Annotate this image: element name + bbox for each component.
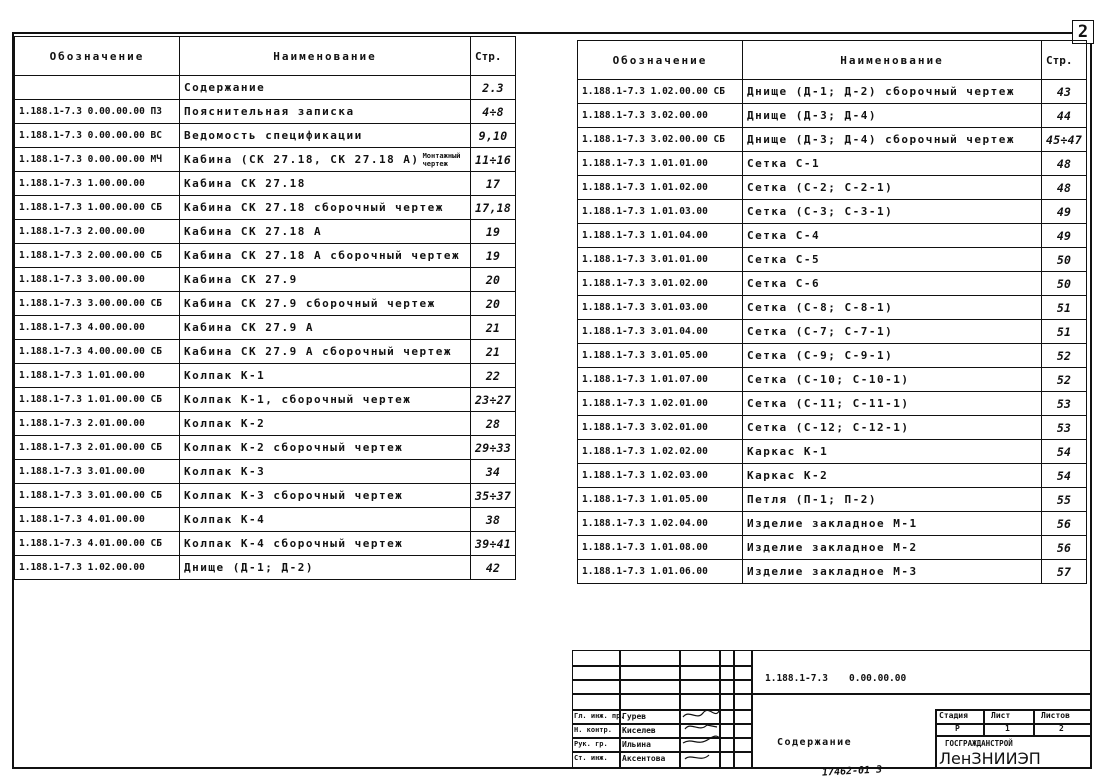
designation-cell: 1.188.1-7.3 3.01.00.00 СБ — [15, 484, 180, 508]
designation-cell: 1.188.1-7.3 3.02.01.00 — [578, 416, 743, 440]
designation-cell: 1.188.1-7.3 3.01.05.00 — [578, 344, 743, 368]
page-cell: 52 — [1042, 344, 1087, 368]
designation-cell: 1.188.1-7.3 1.01.01.00 — [578, 152, 743, 176]
designation-cell: 1.188.1-7.3 4.01.00.00 СБ — [15, 532, 180, 556]
sheet-value: 1 — [1005, 724, 1010, 733]
page-cell: 21 — [471, 340, 516, 364]
name-cell — [180, 268, 471, 292]
name-text: Каркас К-2 — [747, 469, 829, 482]
name-text: Днище (Д-3; Д-4) сборочный чертеж — [747, 133, 1016, 146]
name-text: Сетка (С-11; С-11-1) — [747, 397, 910, 410]
stage-label: Стадия — [939, 711, 968, 720]
designation-cell: 1.188.1-7.3 1.02.02.00 — [578, 440, 743, 464]
table-row — [578, 152, 1087, 176]
page-cell: 44 — [1042, 104, 1087, 128]
page-cell: 42 — [471, 556, 516, 580]
name-text: Днище (Д-1; Д-2) сборочный чертеж — [747, 85, 1016, 98]
designation-cell: 1.188.1-7.3 1.01.06.00 — [578, 560, 743, 584]
page-cell: 50 — [1042, 248, 1087, 272]
sig-name: Аксентова — [622, 754, 666, 763]
page-cell: 22 — [471, 364, 516, 388]
table-row — [15, 268, 516, 292]
designation-header: Обозначение — [578, 41, 743, 80]
name-text: Сетка (С-7; С-7-1) — [747, 325, 894, 338]
name-cell — [180, 316, 471, 340]
name-cell — [743, 344, 1042, 368]
name-cell — [180, 196, 471, 220]
table-row — [15, 220, 516, 244]
page-cell: 45÷47 — [1042, 128, 1087, 152]
page-cell: 56 — [1042, 536, 1087, 560]
name-cell — [743, 560, 1042, 584]
page-cell: 21 — [471, 316, 516, 340]
table-row — [578, 536, 1087, 560]
name-cell — [743, 392, 1042, 416]
table-row — [578, 392, 1087, 416]
page-cell: 51 — [1042, 296, 1087, 320]
name-cell — [180, 148, 471, 172]
name-text: Ведомость спецификации — [184, 129, 363, 142]
table-row — [15, 460, 516, 484]
signature-scribbles — [679, 707, 723, 769]
designation-cell: 1.188.1-7.3 4.01.00.00 — [15, 508, 180, 532]
table-row — [15, 292, 516, 316]
title-block — [572, 650, 1091, 769]
contents-table-left — [14, 36, 516, 580]
name-text: Изделие закладное М-1 — [747, 517, 918, 530]
designation-cell: 1.188.1-7.3 1.01.03.00 — [578, 200, 743, 224]
name-text: Пояснительная записка — [184, 105, 355, 118]
name-header: Наименование — [743, 41, 1042, 80]
page-cell: 55 — [1042, 488, 1087, 512]
sheets-value: 2 — [1059, 724, 1064, 733]
designation-cell — [15, 76, 180, 100]
name-cell — [180, 100, 471, 124]
name-cell — [180, 556, 471, 580]
name-cell — [180, 508, 471, 532]
name-text: Днище (Д-1; Д-2) — [184, 561, 314, 574]
designation-cell: 1.188.1-7.3 2.00.00.00 — [15, 220, 180, 244]
table-row — [578, 440, 1087, 464]
designation-cell: 1.188.1-7.3 1.01.00.00 — [15, 364, 180, 388]
org-line2: ЛенЗНИИЭП — [939, 749, 1041, 768]
name-text: Сетка (С-12; С-12-1) — [747, 421, 910, 434]
designation-cell: 1.188.1-7.3 2.01.00.00 — [15, 412, 180, 436]
sheet-title: Содержание — [777, 737, 853, 748]
table-row — [15, 76, 516, 100]
table-row — [578, 200, 1087, 224]
name-cell — [180, 292, 471, 316]
sig-role: Ст. инж. — [574, 754, 608, 762]
table-header-row — [15, 37, 516, 76]
page-cell: 51 — [1042, 320, 1087, 344]
name-text: Колпак К-2 — [184, 417, 266, 430]
table-row — [15, 148, 516, 172]
page-cell: 34 — [471, 460, 516, 484]
page-cell: 20 — [471, 268, 516, 292]
table-row — [15, 436, 516, 460]
page-cell: 48 — [1042, 152, 1087, 176]
page-cell: 38 — [471, 508, 516, 532]
table-row — [15, 196, 516, 220]
table-row — [15, 124, 516, 148]
page-cell: 23÷27 — [471, 388, 516, 412]
name-cell — [180, 436, 471, 460]
page-cell: 28 — [471, 412, 516, 436]
table-row — [578, 368, 1087, 392]
sig-name: Ильина — [622, 740, 651, 749]
designation-cell: 1.188.1-7.3 1.02.01.00 — [578, 392, 743, 416]
archive-number: 17462-01 3 — [821, 764, 883, 779]
page-cell: 52 — [1042, 368, 1087, 392]
designation-cell: 1.188.1-7.3 4.00.00.00 СБ — [15, 340, 180, 364]
designation-cell: 1.188.1-7.3 1.01.02.00 — [578, 176, 743, 200]
name-cell — [180, 76, 471, 100]
designation-cell: 1.188.1-7.3 3.01.04.00 — [578, 320, 743, 344]
name-text: Кабина СК 27.9 А — [184, 321, 314, 334]
name-cell — [180, 532, 471, 556]
page-cell: 50 — [1042, 272, 1087, 296]
name-text: Колпак К-2 сборочный чертеж — [184, 441, 404, 454]
name-text: Сетка С-4 — [747, 229, 821, 242]
table-row — [578, 128, 1087, 152]
name-cell — [180, 364, 471, 388]
designation-cell: 1.188.1-7.3 1.02.03.00 — [578, 464, 743, 488]
page-cell: 29÷33 — [471, 436, 516, 460]
name-cell — [743, 464, 1042, 488]
name-cell — [743, 200, 1042, 224]
table-row — [15, 556, 516, 580]
page-cell: 43 — [1042, 80, 1087, 104]
name-cell — [743, 272, 1042, 296]
name-cell — [180, 340, 471, 364]
name-cell — [180, 220, 471, 244]
designation-cell: 1.188.1-7.3 3.01.03.00 — [578, 296, 743, 320]
table-row — [15, 484, 516, 508]
designation-cell: 1.188.1-7.3 1.01.05.00 — [578, 488, 743, 512]
name-cell — [743, 80, 1042, 104]
name-cell — [180, 412, 471, 436]
contents-table-right — [577, 40, 1087, 584]
name-cell — [743, 512, 1042, 536]
name-cell — [743, 368, 1042, 392]
table-row — [578, 560, 1087, 584]
page-cell: 57 — [1042, 560, 1087, 584]
sheet-label: Лист — [991, 711, 1011, 720]
table-row — [15, 412, 516, 436]
designation-cell: 1.188.1-7.3 1.02.00.00 СБ — [578, 80, 743, 104]
designation-cell: 1.188.1-7.3 1.01.08.00 — [578, 536, 743, 560]
designation-cell: 1.188.1-7.3 1.01.07.00 — [578, 368, 743, 392]
name-text: Колпак К-1 — [184, 369, 266, 382]
doc-code: 1.188.1-7.3 — [765, 673, 828, 684]
table-row — [15, 508, 516, 532]
name-text: Сетка (С-10; С-10-1) — [747, 373, 910, 386]
page-cell: 11÷16 — [471, 148, 516, 172]
page-cell: 9,10 — [471, 124, 516, 148]
table-row — [578, 416, 1087, 440]
name-text: Петля (П-1; П-2) — [747, 493, 877, 506]
table-row — [578, 464, 1087, 488]
page-cell: 39÷41 — [471, 532, 516, 556]
page-cell: 49 — [1042, 200, 1087, 224]
name-text: Кабина СК 27.18 А — [184, 225, 323, 238]
name-text: Колпак К-1, сборочный чертеж — [184, 393, 412, 406]
designation-cell: 1.188.1-7.3 3.00.00.00 — [15, 268, 180, 292]
designation-cell: 1.188.1-7.3 1.00.00.00 СБ — [15, 196, 180, 220]
designation-cell: 1.188.1-7.3 1.01.00.00 СБ — [15, 388, 180, 412]
page-cell: 53 — [1042, 416, 1087, 440]
sig-role: Н. контр. — [574, 726, 612, 734]
name-text: Сетка (С-2; С-2-1) — [747, 181, 894, 194]
designation-cell: 1.188.1-7.3 1.01.04.00 — [578, 224, 743, 248]
table-row — [15, 316, 516, 340]
designation-cell: 1.188.1-7.3 3.02.00.00 — [578, 104, 743, 128]
name-cell — [743, 128, 1042, 152]
designation-header: Обозначение — [15, 37, 180, 76]
name-cell — [743, 320, 1042, 344]
designation-cell: 1.188.1-7.3 3.01.00.00 — [15, 460, 180, 484]
page-cell: 54 — [1042, 440, 1087, 464]
table-row — [578, 344, 1087, 368]
name-text: Каркас К-1 — [747, 445, 829, 458]
page-header: Стр. — [471, 37, 516, 76]
name-text: Сетка С-1 — [747, 157, 821, 170]
sheets-label: Листов — [1041, 711, 1070, 720]
name-text: Кабина СК 27.9 — [184, 273, 298, 286]
table-row — [15, 100, 516, 124]
frame-top-border — [12, 32, 1092, 34]
page-cell: 49 — [1042, 224, 1087, 248]
name-cell — [180, 388, 471, 412]
org-line1: ГОСГРАЖДАНСТРОЙ — [945, 739, 1013, 748]
designation-cell: 1.188.1-7.3 2.00.00.00 СБ — [15, 244, 180, 268]
table-row — [578, 104, 1087, 128]
table-row — [578, 488, 1087, 512]
name-text: Сетка С-5 — [747, 253, 821, 266]
table-row — [578, 296, 1087, 320]
name-text: Кабина СК 27.9 А сборочный чертеж — [184, 345, 453, 358]
stage-value: Р — [955, 724, 960, 733]
page-cell: 53 — [1042, 392, 1087, 416]
name-cell — [743, 104, 1042, 128]
table-header-row — [578, 41, 1087, 80]
table-row — [15, 388, 516, 412]
designation-cell: 1.188.1-7.3 0.00.00.00 ВС — [15, 124, 180, 148]
page-cell: 54 — [1042, 464, 1087, 488]
name-text: Сетка (С-8; С-8-1) — [747, 301, 894, 314]
table-row — [15, 340, 516, 364]
page-cell: 35÷37 — [471, 484, 516, 508]
designation-cell: 1.188.1-7.3 1.02.00.00 — [15, 556, 180, 580]
name-subnote: Монтажный чертеж — [422, 151, 461, 168]
page-cell: 4÷8 — [471, 100, 516, 124]
page-cell: 19 — [471, 220, 516, 244]
name-text: Кабина СК 27.9 сборочный чертеж — [184, 297, 436, 310]
sig-name: Киселев — [622, 726, 656, 735]
table-row — [578, 176, 1087, 200]
designation-cell: 1.188.1-7.3 1.00.00.00 — [15, 172, 180, 196]
page-cell: 17,18 — [471, 196, 516, 220]
name-cell — [743, 296, 1042, 320]
name-cell — [743, 248, 1042, 272]
name-text: Кабина СК 27.18 — [184, 177, 306, 190]
name-cell — [743, 224, 1042, 248]
designation-cell: 1.188.1-7.3 3.01.02.00 — [578, 272, 743, 296]
name-text: Сетка (С-9; С-9-1) — [747, 349, 894, 362]
doc-number: 0.00.00.00 — [849, 673, 907, 684]
designation-cell: 1.188.1-7.3 4.00.00.00 — [15, 316, 180, 340]
name-cell — [743, 152, 1042, 176]
designation-cell: 1.188.1-7.3 3.01.01.00 — [578, 248, 743, 272]
page-cell: 48 — [1042, 176, 1087, 200]
name-text: Кабина (СК 27.18, СК 27.18 А) — [184, 152, 420, 166]
page-cell: 17 — [471, 172, 516, 196]
table-row — [15, 172, 516, 196]
name-text: Днище (Д-3; Д-4) — [747, 109, 877, 122]
name-text: Сетка С-6 — [747, 277, 821, 290]
sig-role: Гл. инж. пр. — [574, 712, 625, 720]
table-row — [578, 80, 1087, 104]
page-cell: 20 — [471, 292, 516, 316]
name-text: Изделие закладное М-2 — [747, 541, 918, 554]
sig-name: Гурев — [622, 712, 647, 721]
designation-cell: 1.188.1-7.3 3.02.00.00 СБ — [578, 128, 743, 152]
name-cell — [743, 536, 1042, 560]
sig-role: Рук. гр. — [574, 740, 608, 748]
name-text: Кабина СК 27.18 сборочный чертеж — [184, 201, 444, 214]
name-text: Содержание — [184, 81, 266, 94]
name-text: Колпак К-4 сборочный чертеж — [184, 537, 404, 550]
page-cell: 2.3 — [471, 76, 516, 100]
page-header: Стр. — [1042, 41, 1087, 80]
name-cell — [180, 124, 471, 148]
page-cell: 19 — [471, 244, 516, 268]
designation-cell: 1.188.1-7.3 2.01.00.00 СБ — [15, 436, 180, 460]
table-row — [578, 248, 1087, 272]
name-text: Колпак К-4 — [184, 513, 266, 526]
name-cell — [743, 440, 1042, 464]
name-cell — [743, 488, 1042, 512]
name-cell — [180, 244, 471, 268]
name-header: Наименование — [180, 37, 471, 76]
table-row — [15, 532, 516, 556]
designation-cell: 1.188.1-7.3 1.02.04.00 — [578, 512, 743, 536]
name-text: Кабина СК 27.18 А сборочный чертеж — [184, 249, 461, 262]
table-row — [15, 244, 516, 268]
designation-cell: 1.188.1-7.3 0.00.00.00 МЧ — [15, 148, 180, 172]
name-cell — [743, 176, 1042, 200]
table-row — [578, 272, 1087, 296]
table-row — [578, 320, 1087, 344]
table-row — [15, 364, 516, 388]
table-row — [578, 512, 1087, 536]
page-cell: 56 — [1042, 512, 1087, 536]
designation-cell: 1.188.1-7.3 0.00.00.00 ПЗ — [15, 100, 180, 124]
name-text: Колпак К-3 — [184, 465, 266, 478]
name-text: Изделие закладное М-3 — [747, 565, 918, 578]
name-cell — [743, 416, 1042, 440]
name-text: Сетка (С-3; С-3-1) — [747, 205, 894, 218]
sheet-number: 2 — [1072, 20, 1094, 44]
table-row — [578, 224, 1087, 248]
name-cell — [180, 172, 471, 196]
name-cell — [180, 484, 471, 508]
designation-cell: 1.188.1-7.3 3.00.00.00 СБ — [15, 292, 180, 316]
name-cell — [180, 460, 471, 484]
name-text: Колпак К-3 сборочный чертеж — [184, 489, 404, 502]
